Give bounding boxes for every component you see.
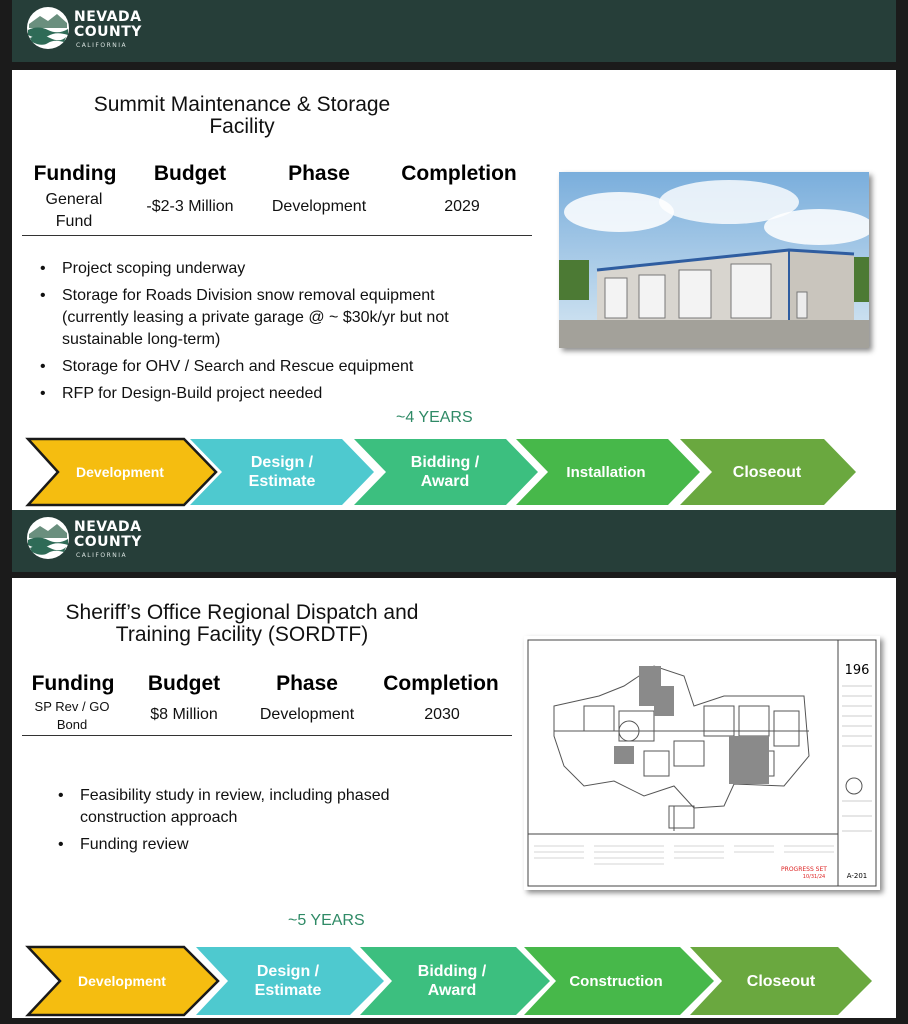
bullet-item: • Storage for Roads Division snow removal equipment (currently leasing a private garage @ ~ $30k/yr but not sustainable long-term) xyxy=(62,285,482,351)
header-funding: Funding xyxy=(31,672,115,695)
building-photo-image xyxy=(559,172,869,348)
county-logo xyxy=(26,6,142,56)
stage-label-design: Design / Estimate xyxy=(254,963,322,999)
slide-title: Summit Maintenance & Storage Facility xyxy=(93,93,391,138)
county-logo-icon xyxy=(26,516,70,560)
funding-value: General Fund xyxy=(45,191,103,230)
stage-label-development: Development xyxy=(76,463,164,480)
plan-sheet-number: A-201 xyxy=(846,872,868,880)
plan-date: 10/31/24 xyxy=(802,874,826,880)
header-completion: Completion xyxy=(383,672,499,695)
county-logo-icon xyxy=(26,6,70,50)
stage-label-bidding: Bidding / Award xyxy=(410,454,480,490)
stage-label-construction: Construction xyxy=(569,972,663,990)
bullet-item: • Feasibility study in review, including phased construction approach xyxy=(80,785,460,829)
header-completion: Completion xyxy=(401,162,517,185)
stage-label-closeout: Closeout xyxy=(732,463,802,481)
bullet-item: • Storage for OHV / Search and Rescue equipment xyxy=(62,356,482,378)
slide-title: Sheriff’s Office Regional Dispatch and Training Facility (SORDTF) xyxy=(65,601,419,646)
logo-text-county: COUNTY xyxy=(74,534,142,550)
bullet-item: • RFP for Design-Build project needed xyxy=(62,383,482,405)
header-phase: Phase xyxy=(288,162,350,185)
plan-stamp: PROGRESS SET xyxy=(781,866,827,873)
logo-text-nevada: NEVADA xyxy=(74,9,142,25)
completion-value: 2030 xyxy=(424,706,460,723)
timeline-duration: ~4 YEARS xyxy=(396,409,473,426)
logo-text-county: COUNTY xyxy=(74,24,142,40)
header-bar xyxy=(12,510,896,572)
bullet-item: • Project scoping underway xyxy=(62,258,482,280)
header-budget: Budget xyxy=(153,162,227,185)
phase-value: Development xyxy=(259,706,355,723)
plan-page-number: 196 xyxy=(844,663,870,678)
stage-label-closeout: Closeout xyxy=(746,972,816,990)
slide-summit xyxy=(12,70,896,510)
stage-label-installation: Installation xyxy=(566,463,646,481)
logo-text-california: CALIFORNIA xyxy=(76,42,128,49)
floor-plan-drawing xyxy=(524,636,880,890)
bullet-item: • Funding review xyxy=(80,834,460,856)
bullet-list xyxy=(38,258,482,410)
stage-label-development: Development xyxy=(78,972,166,989)
phase-value: Development xyxy=(271,198,367,215)
floor-plan-image xyxy=(524,636,880,890)
funding-value: SP Rev / GO Bond xyxy=(34,699,110,732)
table-divider xyxy=(22,235,532,236)
header-phase: Phase xyxy=(276,672,338,695)
stage-label-bidding: Bidding / Award xyxy=(417,963,487,999)
budget-value: -$2-3 Million xyxy=(146,198,234,215)
table-divider xyxy=(22,735,512,736)
logo-text-california: CALIFORNIA xyxy=(76,552,128,559)
budget-value: $8 Million xyxy=(150,706,218,723)
timeline-duration: ~5 YEARS xyxy=(288,912,365,929)
county-logo xyxy=(26,516,142,566)
logo-text-nevada: NEVADA xyxy=(74,519,142,535)
building-photo xyxy=(559,172,869,348)
header-funding: Funding xyxy=(33,162,117,185)
bullet-list xyxy=(56,785,460,861)
header-budget: Budget xyxy=(147,672,221,695)
stage-label-design: Design / Estimate xyxy=(248,454,316,490)
slide-sordtf xyxy=(12,578,896,1018)
completion-value: 2029 xyxy=(444,198,480,215)
header-bar xyxy=(12,0,896,62)
